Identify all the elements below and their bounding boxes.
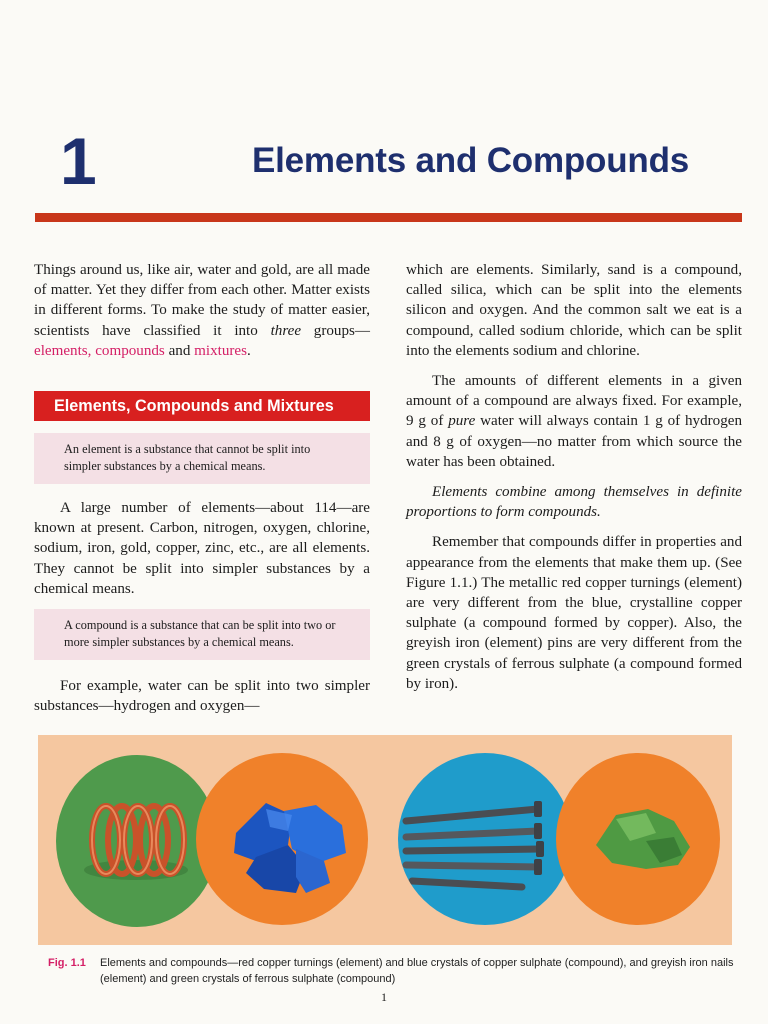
copper-turnings-image xyxy=(56,755,218,927)
ferrous-sulphate-illustration xyxy=(556,753,720,925)
continued-paragraph: which are elements. Similarly, sand is a compound, called silica, which can be split into the elements silicon and oxygen. And the common salt we eat is a compound, called sodium chloride, which can be split into the elements sodium and chlorine. xyxy=(406,262,742,359)
compound-definition-box: A compound is a substance that can be split into two or more simpler substances by a chemical means. xyxy=(34,609,370,660)
intro-end: . xyxy=(246,342,251,359)
term-mixtures: mixtures xyxy=(194,342,247,359)
figure-caption-text: Elements and compounds—red copper turnings (element) and blue crystals of copper sulphate (compound), and greyish iron nails (element) and green crystals of ferrous sulphate (compound) xyxy=(100,957,734,985)
section-heading: Elements, Compounds and Mixtures xyxy=(34,391,370,421)
term-elements: elements, xyxy=(34,342,92,359)
intro-three: three xyxy=(270,322,302,339)
amounts-text-b: water will always contain 1 g of hydrogen and 8 g of oxygen—no matter from which source the water has been obtained. xyxy=(406,413,742,470)
page-number: 1 xyxy=(381,990,387,1004)
elements-paragraph: A large number of elements—about 114—are known at present. Carbon, nitrogen, oxygen, chlorine, sodium, iron, gold, copper, zinc, etc., are all elements. They cannot be split into simpler substances by a chemical means. xyxy=(34,500,370,597)
chapter-title: Elements and Compounds xyxy=(252,141,690,180)
intro-text: Things around us, like air, water and gold, are all made of matter. Yet they differ from each other. Matter exists in different forms. To make the study of matter easier, scientists have classified it into xyxy=(34,262,370,339)
amounts-text: The amounts of different elements in a given amount of a compound are always fixed. For example, 9 g of xyxy=(406,373,742,430)
left-column xyxy=(34,260,370,716)
iron-nails-image xyxy=(398,753,572,925)
copper-turnings-illustration xyxy=(56,755,218,927)
chapter-number: 1 xyxy=(60,124,97,198)
water-paragraph: For example, water can be split into two simpler substances—hydrogen and oxygen— xyxy=(34,678,370,715)
remember-paragraph: Remember that compounds differ in properties and appearance from the elements that make them up. (See Figure 1.1.) The metallic red copper turnings (element) are very different from the blue, crystalline copper sulphate (a compound formed by copper). Also, the greyish iron (element) pins are very different from the green crystals of ferrous sulphate (a compound formed by iron). xyxy=(406,534,742,692)
figure-label: Fig. 1.1 xyxy=(48,957,86,969)
amounts-paragraph xyxy=(406,371,742,472)
copper-sulphate-image xyxy=(196,753,368,925)
amounts-pure: pure xyxy=(448,413,476,430)
right-column xyxy=(406,260,742,694)
intro-paragraph xyxy=(34,260,370,361)
title-rule xyxy=(35,213,742,222)
proportions-note: Elements combine among themselves in definite proportions to form compounds. xyxy=(406,484,742,521)
term-compounds: compounds xyxy=(95,342,165,359)
intro-and: and xyxy=(164,342,195,359)
intro-text-b: groups— xyxy=(301,322,370,339)
ferrous-sulphate-image xyxy=(556,753,720,925)
figure-panel xyxy=(38,735,732,945)
iron-nails-illustration xyxy=(398,753,572,925)
copper-sulphate-illustration xyxy=(196,753,368,925)
element-definition-box: An element is a substance that cannot be split into simpler substances by a chemical means. xyxy=(34,433,370,484)
